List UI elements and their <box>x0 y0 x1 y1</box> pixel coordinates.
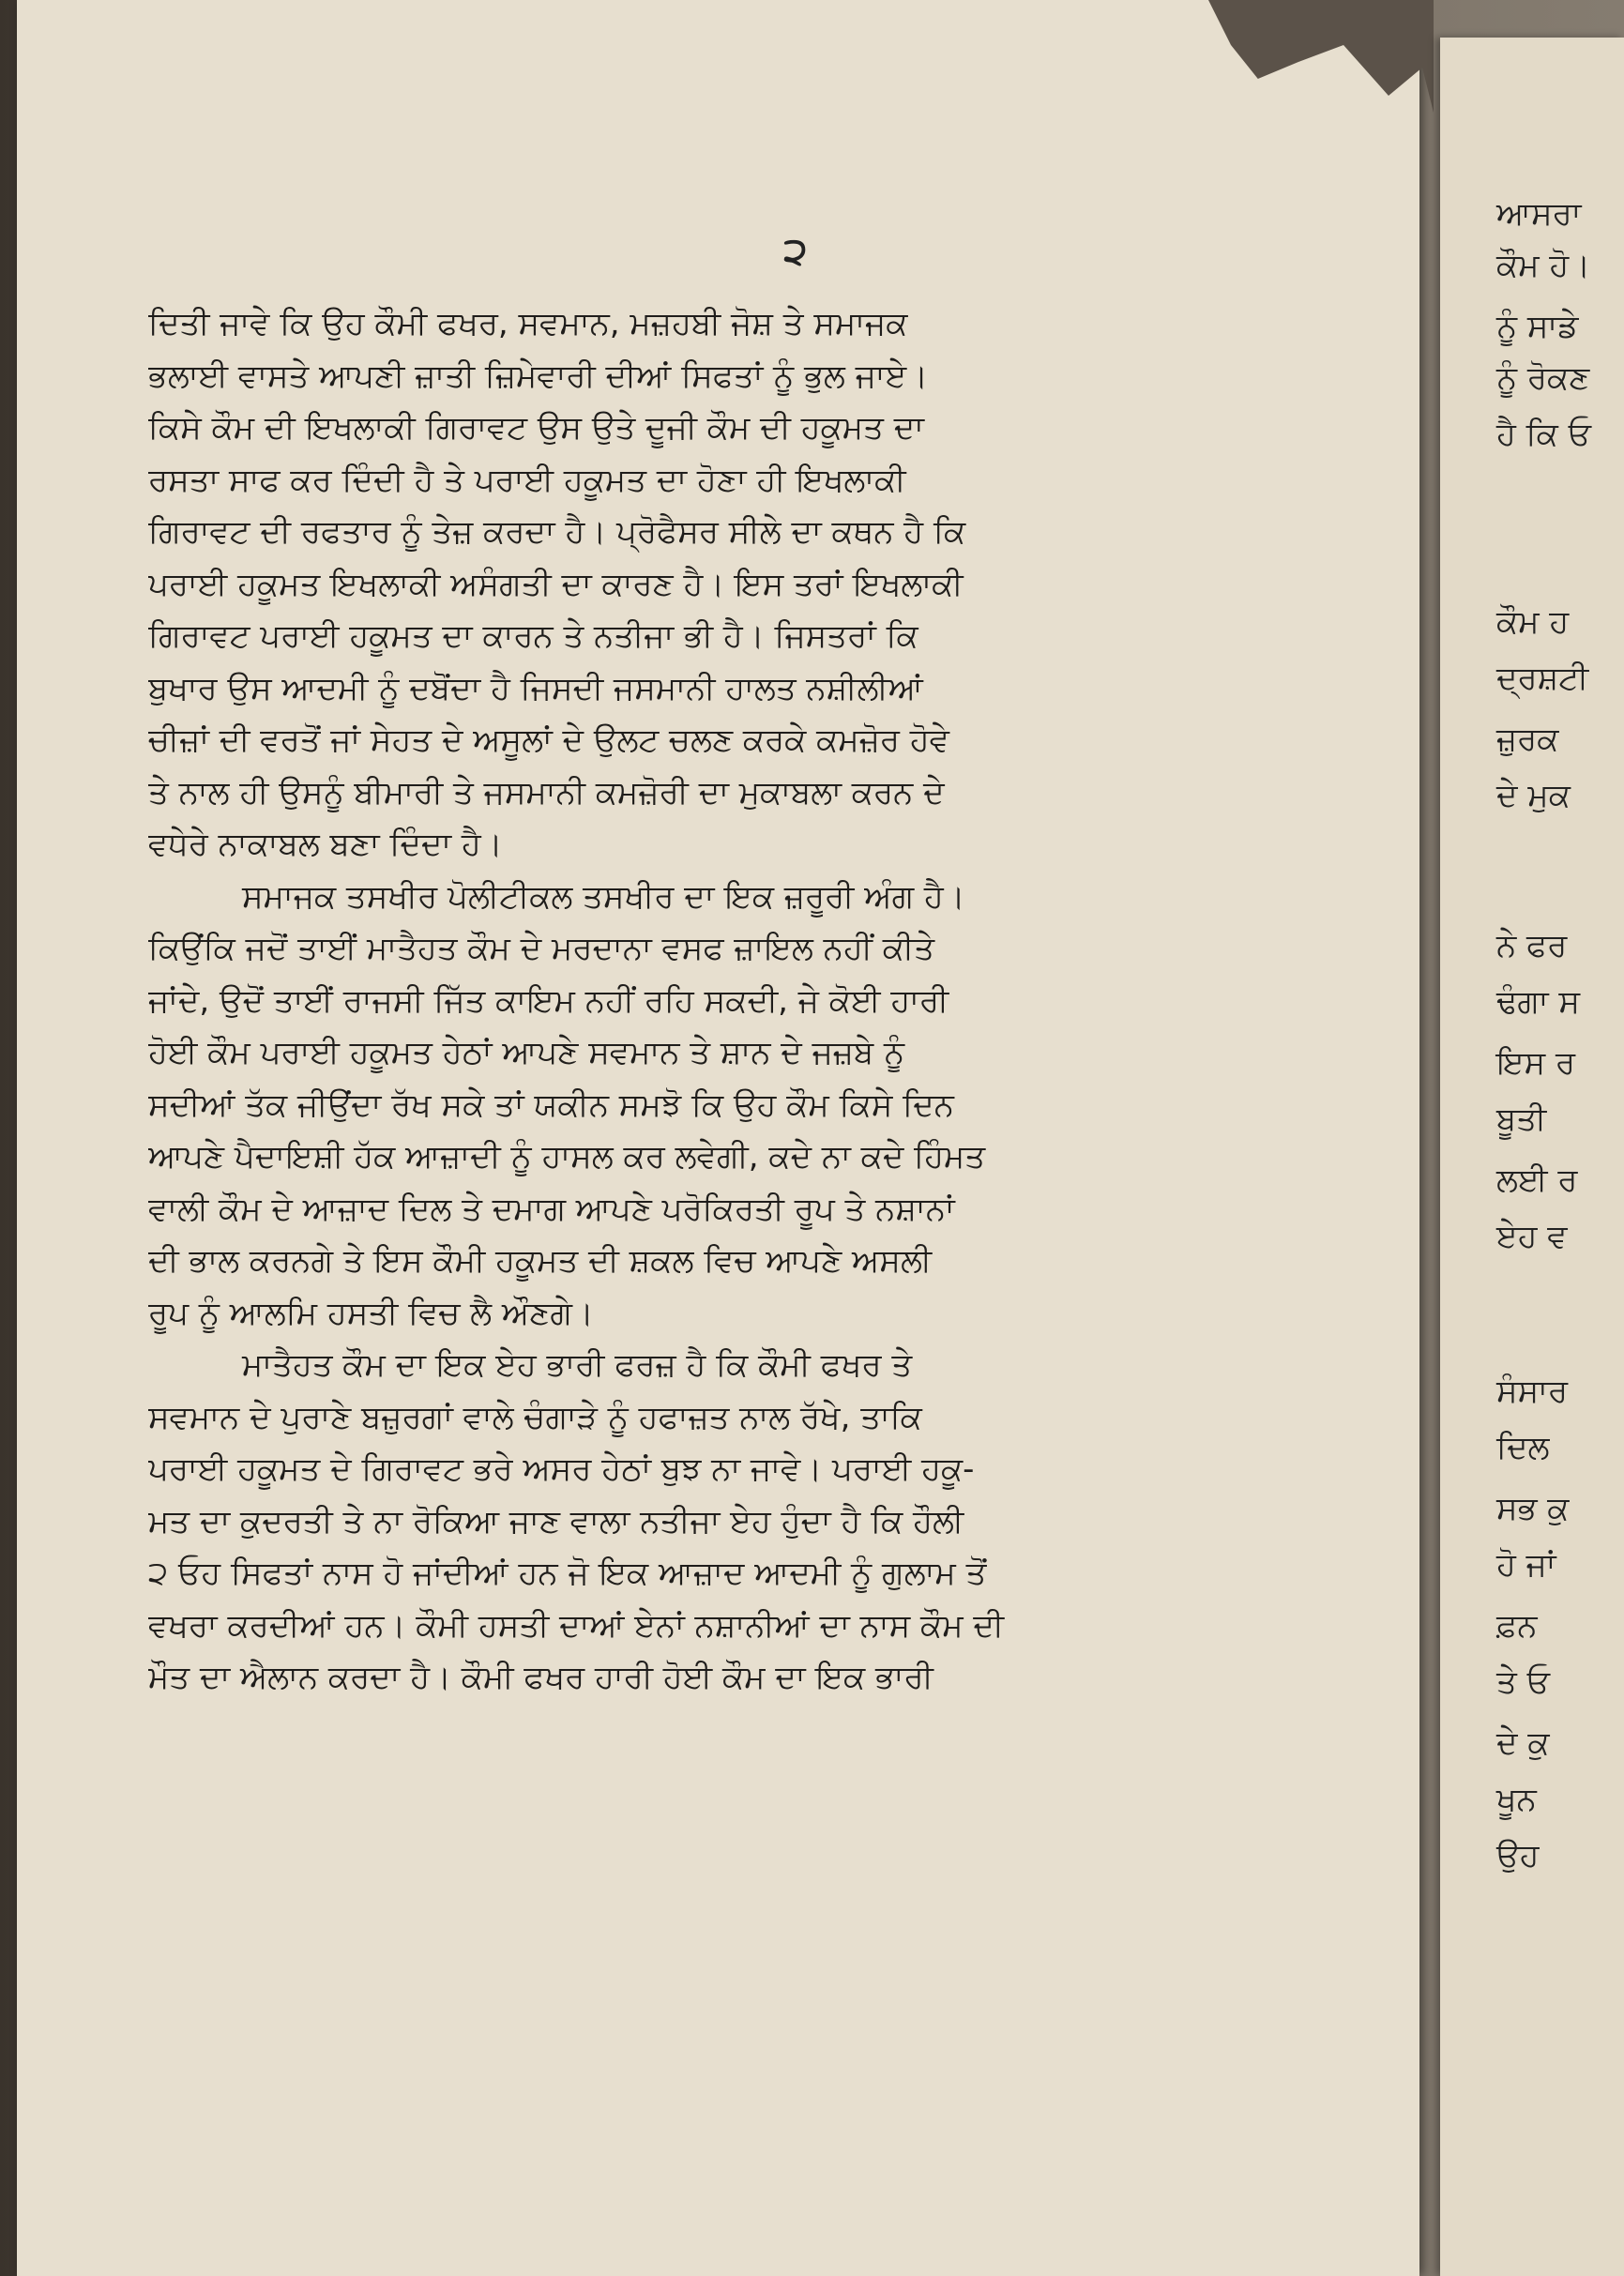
text-line: ਮਾਤੈਹਤ ਕੌਮ ਦਾ ਇਕ ਏਹ ਭਾਰੀ ਫਰਜ਼ ਹੈ ਕਿ ਕੌਮੀ ਫਖਰ ਤੇ <box>242 1346 913 1384</box>
text-line: ਭਲਾਈ ਵਾਸਤੇ ਆਪਣੀ ਜ਼ਾਤੀ ਜ਼ਿਮੇਵਾਰੀ ਦੀਆਂ ਸਿਫਤਾਂ ਨੂੰ ਭੁਲ ਜਾਏ। <box>148 357 929 395</box>
book-page-left <box>17 0 1419 2276</box>
text-line: ਗਿਰਾਵਟ ਦੀ ਰਫਤਾਰ ਨੂੰ ਤੇਜ਼ ਕਰਦਾ ਹੈ। ਪ੍ਰੋਫੈਸਰ ਸੀਲੇ ਦਾ ਕਥਨ ਹੈ ਕਿ <box>148 513 966 551</box>
adjacent-text-line: ਉਹ <box>1496 1837 1540 1874</box>
text-line: ਦਿਤੀ ਜਾਵੇ ਕਿ ਉਹ ਕੌਮੀ ਫਖਰ, ਸਵਮਾਨ, ਮਜ਼ਹਬੀ ਜੋਸ਼ ਤੇ ਸਮਾਜਕ <box>148 305 908 342</box>
paragraph-3 <box>148 1340 1410 1705</box>
adjacent-text-line: ਬੂਤੀ <box>1496 1100 1547 1138</box>
text-line: ਮੌਤ ਦਾ ਐਲਾਨ ਕਰਦਾ ਹੈ। ਕੌਮੀ ਫਖਰ ਹਾਰੀ ਹੋਈ ਕੌਮ ਦਾ ਇਕ ਭਾਰੀ <box>148 1659 933 1696</box>
adjacent-text-line: ਤੇ ਓ <box>1496 1663 1550 1701</box>
text-line: ਸਦੀਆਂ ਤੱਕ ਜੀਉਂਦਾ ਰੱਖ ਸਕੇ ਤਾਂ ਯਕੀਨ ਸਮਝੋ ਕਿ ਉਹ ਕੌਮ ਕਿਸੇ ਦਿਨ <box>148 1085 954 1124</box>
text-line: ਕਿਉਂਕਿ ਜਦੋਂ ਤਾਈਂ ਮਾਤੈਹਤ ਕੌਮ ਦੇ ਮਰਦਾਨਾ ਵਸਫ ਜ਼ਾਇਲ ਨਹੀਂ ਕੀਤੇ <box>148 930 934 967</box>
text-line: ਕਿਸੇ ਕੌਮ ਦੀ ਇਖਲਾਕੀ ਗਿਰਾਵਟ ਉਸ ਉਤੇ ਦੂਜੀ ਕੌਮ ਦੀ ਹਕੂਮਤ ਦਾ <box>148 409 924 447</box>
paragraph-2 <box>148 872 1410 1341</box>
adjacent-text-line: ਢੰਗਾ ਸ <box>1496 983 1581 1021</box>
adjacent-text-line: ਲਈ ਰ <box>1496 1161 1578 1199</box>
text-line: ਵਾਲੀ ਕੌਮ ਦੇ ਆਜ਼ਾਦ ਦਿਲ ਤੇ ਦਮਾਗ ਆਪਣੇ ਪਰੋਕਿਰਤੀ ਰੂਪ ਤੇ ਨਸ਼ਾਨਾਂ <box>148 1190 955 1228</box>
adjacent-text-line: ਦੇ ਮੁਕ <box>1496 777 1571 814</box>
text-line: ਦੀ ਭਾਲ ਕਰਨਗੇ ਤੇ ਇਸ ਕੌਮੀ ਹਕੂਮਤ ਦੀ ਸ਼ਕਲ ਵਿਚ ਆਪਣੇ ਅਸਲੀ <box>148 1242 933 1280</box>
text-line: ੨ ਓਹ ਸਿਫਤਾਂ ਨਾਸ ਹੋ ਜਾਂਦੀਆਂ ਹਨ ਜੋ ਇਕ ਆਜ਼ਾਦ ਆਦਮੀ ਨੂੰ ਗੁਲਾਮ ਤੋਂ <box>148 1555 987 1592</box>
text-line: ਹੋਈ ਕੌਮ ਪਰਾਈ ਹਕੂਮਤ ਹੇਠਾਂ ਆਪਣੇ ਸਵਮਾਨ ਤੇ ਸ਼ਾਨ ਦੇ ਜਜ਼ਬੇ ਨੂੰ <box>148 1034 905 1071</box>
text-line: ਰਸਤਾ ਸਾਫ ਕਰ ਦਿੰਦੀ ਹੈ ਤੇ ਪਰਾਈ ਹਕੂਮਤ ਦਾ ਹੋਣਾ ਹੀ ਇਖਲਾਕੀ <box>148 461 906 499</box>
adjacent-text-line: ਨੂੰ ਰੋਕਣ <box>1496 359 1590 397</box>
text-line: ਗਿਰਾਵਟ ਪਰਾਈ ਹਕੂਮਤ ਦਾ ਕਾਰਨ ਤੇ ਨਤੀਜਾ ਭੀ ਹੈ। ਜਿਸਤਰਾਂ ਕਿ <box>148 617 918 655</box>
adjacent-text-line: ਜ਼ੁਰਕ <box>1496 721 1559 758</box>
page-number: ੨ <box>783 230 808 273</box>
adjacent-text-line: ਨੂੰ ਸਾਡੇ <box>1496 308 1579 345</box>
adjacent-text-line: ਹੈ ਕਿ ਓ <box>1496 416 1591 453</box>
adjacent-text-line: ਇਸ ਰ <box>1496 1044 1576 1082</box>
adjacent-text-line: ਕੌਮ ਹੋ। <box>1496 247 1591 284</box>
paragraph-1 <box>148 298 1410 872</box>
page-body-text <box>148 298 1410 1705</box>
text-line: ਚੀਜ਼ਾਂ ਦੀ ਵਰਤੋਂ ਜਾਂ ਸੇਹਤ ਦੇ ਅਸੂਲਾਂ ਦੇ ਉਲਟ ਚਲਣ ਕਰਕੇ ਕਮਜ਼ੋਰ ਹੋਵੇ <box>148 721 949 759</box>
adjacent-text-line: ਕੌਮ ਹ <box>1496 603 1570 641</box>
adjacent-text-line: ਫ਼ਨ <box>1496 1607 1538 1645</box>
adjacent-text-line: ਆਸਰਾ <box>1496 195 1582 233</box>
adjacent-text-line: ਸੰਸਾਰ <box>1496 1373 1569 1410</box>
text-line: ਮਤ ਦਾ ਕੁਦਰਤੀ ਤੇ ਨਾ ਰੋਕਿਆ ਜਾਣ ਵਾਲਾ ਨਤੀਜਾ ਏਹ ਹੁੰਦਾ ਹੈ ਕਿ ਹੌਲੀ <box>148 1502 964 1540</box>
adjacent-text-line: ਦੇ ਕੁ <box>1496 1724 1550 1762</box>
adjacent-text-line: ਹੋ ਜਾਂ <box>1496 1546 1556 1584</box>
adjacent-text-line: ਨੇ ਫਰ <box>1496 927 1568 964</box>
adjacent-text-line: ਦਿਲ <box>1496 1429 1550 1466</box>
text-line: ਜਾਂਦੇ, ਉਦੋਂ ਤਾਈਂ ਰਾਜਸੀ ਜਿੱਤ ਕਾਇਮ ਨਹੀਂ ਰਹਿ ਸਕਦੀ, ਜੇ ਕੋਈ ਹਾਰੀ <box>148 981 949 1020</box>
text-line: ਸਮਾਜਕ ਤਸਖੀਰ ਪੋਲੀਟੀਕਲ ਤਸਖੀਰ ਦਾ ਇਕ ਜ਼ਰੂਰੀ ਅੰਗ ਹੈ। <box>242 877 965 916</box>
text-line: ਤੇ ਨਾਲ ਹੀ ਉਸਨੂੰ ਬੀਮਾਰੀ ਤੇ ਜਸਮਾਨੀ ਕਮਜ਼ੋਰੀ ਦਾ ਮੁਕਾਬਲਾ ਕਰਨ ਦੇ <box>148 773 945 812</box>
adjacent-text-line: ਸਭ ਕੁ <box>1496 1490 1570 1527</box>
adjacent-text-line: ਖੂਨ <box>1496 1781 1537 1818</box>
text-line: ਵਧੇਰੇ ਨਾਕਾਬਲ ਬਣਾ ਦਿੰਦਾ ਹੈ। <box>148 826 503 863</box>
text-line: ਪਰਾਈ ਹਕੂਮਤ ਇਖਲਾਕੀ ਅਸੰਗਤੀ ਦਾ ਕਾਰਣ ਹੈ। ਇਸ ਤਰਾਂ ਇਖਲਾਕੀ <box>148 565 964 603</box>
text-line: ਰੂਪ ਨੂੰ ਆਲਮਿ ਹਸਤੀ ਵਿਚ ਲੈ ਔਣਗੇ। <box>148 1294 594 1332</box>
text-line: ਪਰਾਈ ਹਕੂਮਤ ਦੇ ਗਿਰਾਵਟ ਭਰੇ ਅਸਰ ਹੇਠਾਂ ਬੁਝ ਨਾ ਜਾਵੇ। ਪਰਾਈ ਹਕੂ- <box>148 1450 975 1488</box>
adjacent-text-line: ਏਹ ਵ <box>1496 1218 1568 1255</box>
adjacent-text-line: ਦ੍ਰਸ਼ਟੀ <box>1496 660 1589 697</box>
text-line: ਵਖਰਾ ਕਰਦੀਆਂ ਹਨ। ਕੌਮੀ ਹਸਤੀ ਦਾਆਂ ਏਨਾਂ ਨਸ਼ਾਨੀਆਂ ਦਾ ਨਾਸ ਕੌਮ ਦੀ <box>148 1606 1005 1645</box>
text-line: ਸਵਮਾਨ ਦੇ ਪੁਰਾਣੇ ਬਜ਼ੁਰਗਾਂ ਵਾਲੇ ਚੰਗਾੜੇ ਨੂੰ ਹਫਾਜ਼ਤ ਨਾਲ ਰੱਖੇ, ਤਾਕਿ <box>148 1398 922 1436</box>
book-page-right <box>1440 38 1624 2276</box>
text-line: ਆਪਣੇ ਪੈਦਾਇਸ਼ੀ ਹੱਕ ਆਜ਼ਾਦੀ ਨੂੰ ਹਾਸਲ ਕਰ ਲਵੇਗੀ, ਕਦੇ ਨਾ ਕਦੇ ਹਿੰਮਤ <box>148 1138 986 1176</box>
text-line: ਬੁਖਾਰ ਉਸ ਆਦਮੀ ਨੂੰ ਦਬੋਂਦਾ ਹੈ ਜਿਸਦੀ ਜਸਮਾਨੀ ਹਾਲਤ ਨਸ਼ੀਲੀਆਂ <box>148 669 923 707</box>
